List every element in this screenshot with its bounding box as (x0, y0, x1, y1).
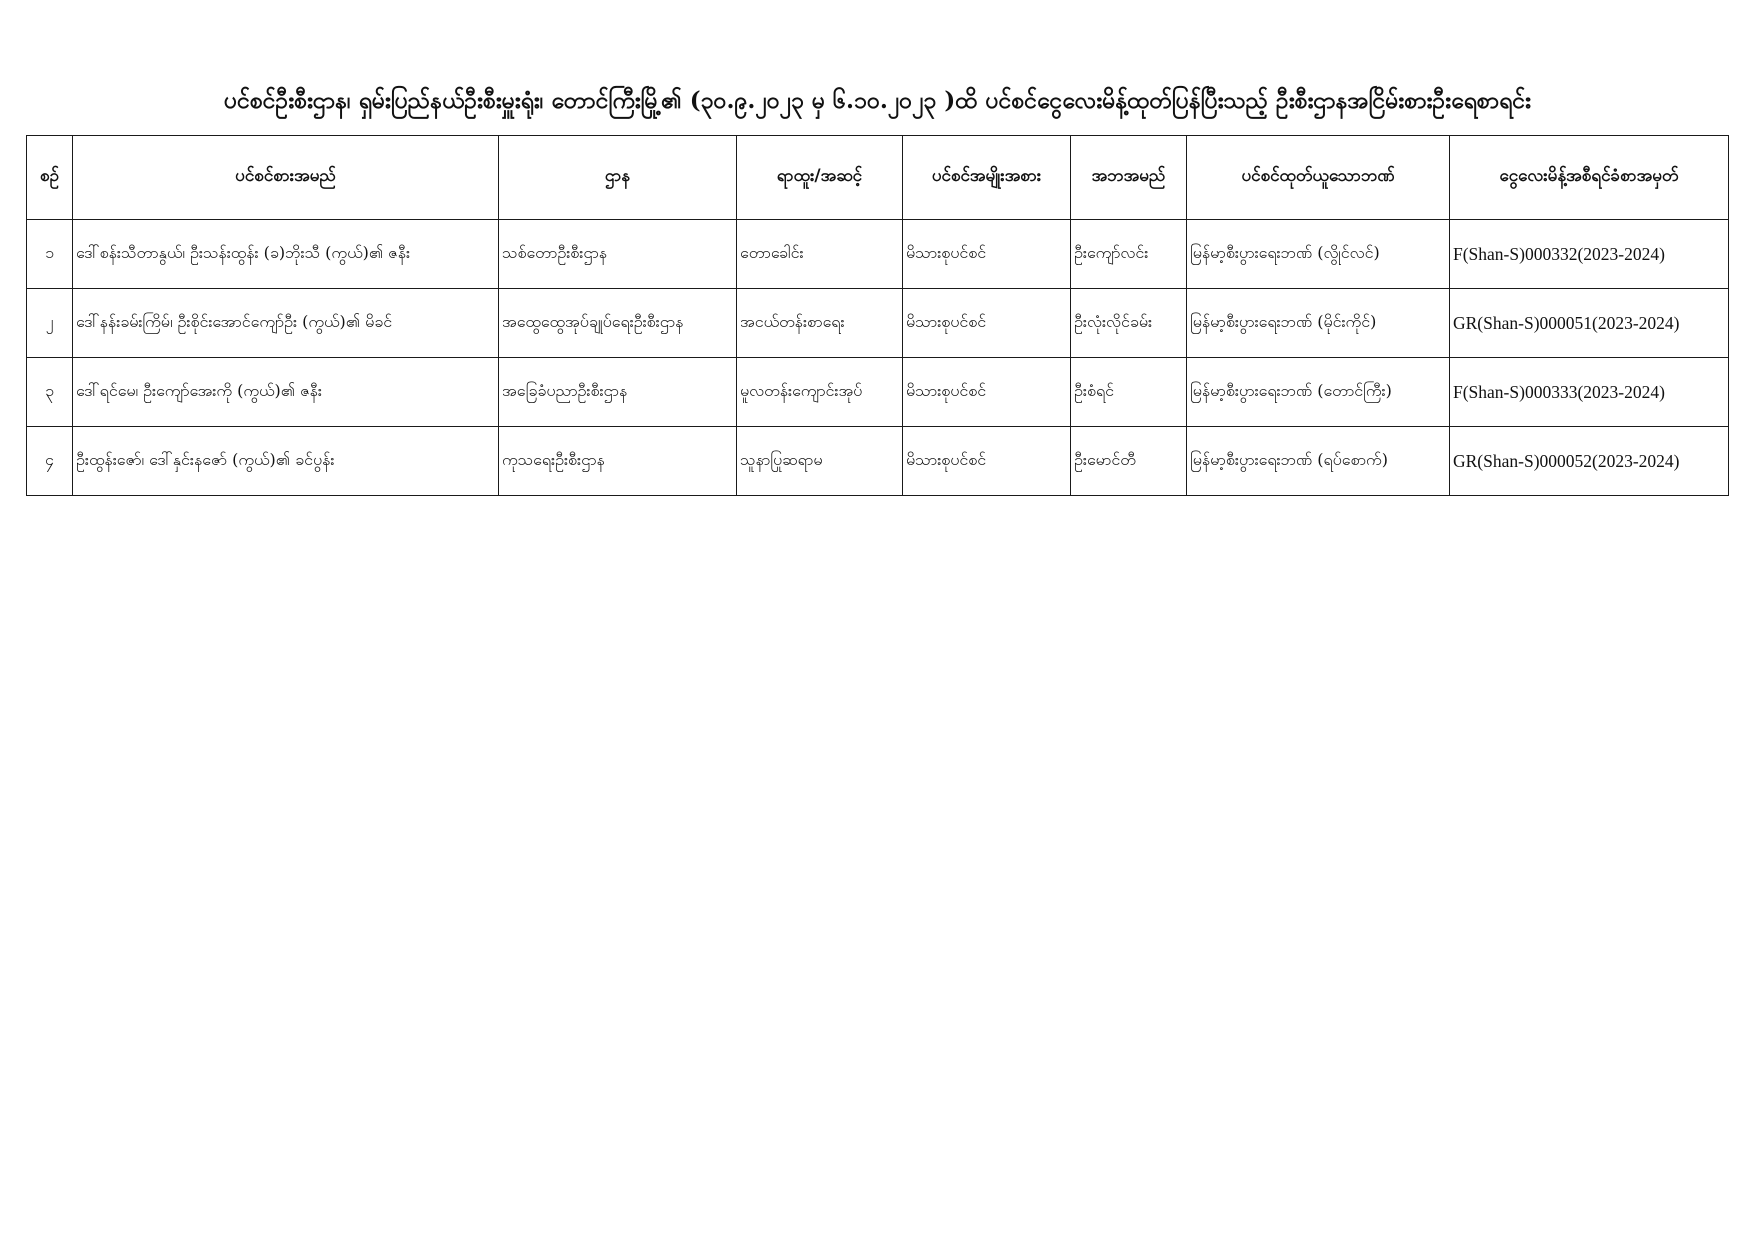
header-report-number: ငွေလေးမိန့်အစီရင်ခံစာအမှတ် (1450, 136, 1729, 220)
cell-department: အခြေခံပညာဦးစီးဌာန (499, 358, 737, 427)
cell-pensioner-name: ဦးထွန်းဇော်၊ ဒေါ်နှင်းနဇော် (ကွယ်)၏ ခင်ပွန်း (73, 427, 499, 496)
header-department: ဌာန (499, 136, 737, 220)
header-father-name: အဘအမည် (1071, 136, 1187, 220)
cell-pension-type: မိသားစုပင်စင် (903, 358, 1071, 427)
header-pension-type: ပင်စင်အမျိုးအစား (903, 136, 1071, 220)
pension-register-table (26, 135, 1729, 496)
cell-father-name: ဦးကျော်လင်း (1071, 220, 1187, 289)
cell-father-name: ဦးမောင်တီ (1071, 427, 1187, 496)
cell-bank: မြန်မာ့စီးပွားရေးဘဏ် (လွိုင်လင်) (1187, 220, 1450, 289)
header-row (27, 136, 1729, 220)
document-title: ပင်စင်ဦးစီးဌာန၊ ရှမ်းပြည်နယ်ဦးစီးမှူးရုံး၊ တောင်ကြီးမြို့၏ (၃၀.၉.၂၀၂၃ မှ ၆.၁၀.၂၀၂၃ )ထိ ပင်စင်ငွေလေးမိန့်ထုတ်ပြန်ပြီးသည့် ဦးစီးဌာနအငြိမ်းစားဦးရေစာရင်း (223, 87, 1531, 114)
table-row (27, 220, 1729, 289)
table-row (27, 289, 1729, 358)
header-rank: ရာထူး/အဆင့် (737, 136, 903, 220)
table-row (27, 358, 1729, 427)
cell-department: သစ်တောဦးစီးဌာန (499, 220, 737, 289)
cell-pensioner-name: ဒေါ်စန်းသီတာနွယ်၊ ဦးသန်းထွန်း (ခ)ဘိုးသီ (ကွယ်)၏ ဇနီး (73, 220, 499, 289)
cell-serial: ၃ (27, 358, 73, 427)
cell-rank: အငယ်တန်းစာရေး (737, 289, 903, 358)
cell-pension-type: မိသားစုပင်စင် (903, 289, 1071, 358)
cell-pensioner-name: ဒေါ်ရင်မေ၊ ဦးကျော်အေးကို (ကွယ်)၏ ဇနီး (73, 358, 499, 427)
table-body (27, 220, 1729, 496)
header-bank: ပင်စင်ထုတ်ယူသောဘဏ် (1187, 136, 1450, 220)
table-row (27, 427, 1729, 496)
cell-rank: မူလတန်းကျောင်းအုပ် (737, 358, 903, 427)
cell-serial: ၄ (27, 427, 73, 496)
cell-serial: ၁ (27, 220, 73, 289)
cell-pensioner-name: ဒေါ်နန်းခမ်းကြိမ်၊ ဦးစိုင်းအောင်ကျော်ဦး (ကွယ်)၏ မိခင် (73, 289, 499, 358)
cell-serial: ၂ (27, 289, 73, 358)
cell-pension-type: မိသားစုပင်စင် (903, 220, 1071, 289)
table-header (27, 136, 1729, 220)
cell-report-number: GR(Shan-S)000051(2023-2024) (1450, 289, 1729, 358)
cell-father-name: ဦးလုံးလိုင်ခမ်း (1071, 289, 1187, 358)
header-serial: စဉ် (27, 136, 73, 220)
cell-bank: မြန်မာ့စီးပွားရေးဘဏ် (ရပ်စောက်) (1187, 427, 1450, 496)
header-pensioner-name: ပင်စင်စားအမည် (73, 136, 499, 220)
cell-report-number: F(Shan-S)000333(2023-2024) (1450, 358, 1729, 427)
cell-report-number: GR(Shan-S)000052(2023-2024) (1450, 427, 1729, 496)
cell-bank: မြန်မာ့စီးပွားရေးဘဏ် (တောင်ကြီး) (1187, 358, 1450, 427)
cell-rank: တောခေါင်း (737, 220, 903, 289)
cell-report-number: F(Shan-S)000332(2023-2024) (1450, 220, 1729, 289)
cell-department: အထွေထွေအုပ်ချုပ်ရေးဦးစီးဌာန (499, 289, 737, 358)
cell-department: ကုသရေးဦးစီးဌာန (499, 427, 737, 496)
cell-pension-type: မိသားစုပင်စင် (903, 427, 1071, 496)
cell-rank: သူနာပြုဆရာမ (737, 427, 903, 496)
cell-bank: မြန်မာ့စီးပွားရေးဘဏ် (မိုင်းကိုင်) (1187, 289, 1450, 358)
cell-father-name: ဦးစံရင် (1071, 358, 1187, 427)
